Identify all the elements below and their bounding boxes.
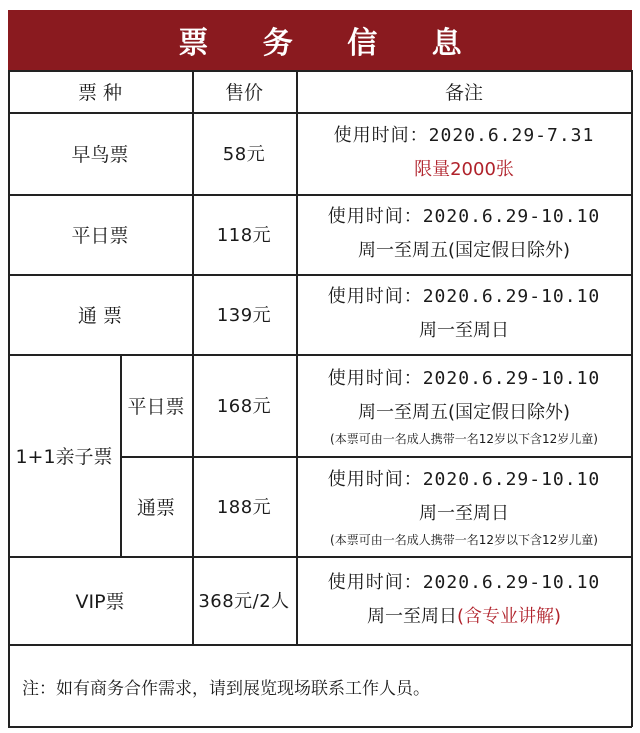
ticket-price-early: 58元 — [222, 144, 266, 165]
table-border-bottom — [8, 726, 632, 728]
usage-time: 使用时间：2020.6.29-10.10 — [327, 469, 601, 490]
row-divider — [8, 644, 632, 646]
limit-note: 限量2000张 — [414, 159, 514, 180]
usage-time: 使用时间：2020.6.29-10.10 — [327, 368, 601, 389]
header-type: 票 种 — [77, 81, 123, 104]
ticket-note-weekday — [296, 194, 632, 274]
ticket-name-family: 1+1亲子票 — [15, 445, 113, 468]
ticket-price-weekday: 118元 — [216, 225, 272, 246]
valid-days-text: 周一至周日 — [366, 606, 457, 627]
usage-time: 使用时间：2020.6.29-10.10 — [327, 572, 601, 593]
ticket-note-general — [296, 274, 632, 354]
ticket-note-family-weekday — [296, 354, 632, 456]
family-remark: (本票可由一名成人携带一名12岁以下含12岁儿童) — [330, 432, 598, 446]
page-title: 票 务 信 息 — [178, 26, 484, 61]
ticket-name-vip: VIP票 — [75, 590, 125, 613]
ticket-name-general: 通 票 — [77, 304, 123, 327]
valid-days: 周一至周五(国定假日除外) — [357, 240, 571, 261]
family-remark: (本票可由一名成人携带一名12岁以下含12岁儿童) — [330, 533, 598, 547]
ticket-price-general: 139元 — [216, 305, 272, 326]
ticket-note-family-general — [296, 456, 632, 556]
ticket-note-early — [296, 112, 632, 194]
ticket-name-family-weekday: 平日票 — [127, 395, 185, 418]
valid-days: 周一至周日 — [419, 503, 509, 524]
valid-days: 周一至周日 — [419, 320, 509, 341]
ticket-name-family-general: 通票 — [136, 496, 175, 519]
guide-note: (含专业讲解) — [456, 606, 562, 627]
ticket-price-vip: 368元/2人 — [198, 591, 290, 612]
page-title-banner — [8, 10, 632, 70]
usage-time: 使用时间：2020.6.29-10.10 — [327, 286, 601, 307]
ticket-note-vip — [296, 556, 632, 644]
ticket-name-early: 早鸟票 — [71, 143, 129, 166]
ticket-name-weekday: 平日票 — [71, 224, 129, 247]
valid-days — [367, 600, 561, 634]
usage-time: 使用时间：2020.6.29-10.10 — [327, 206, 601, 227]
valid-days: 周一至周五(国定假日除外) — [357, 402, 571, 423]
header-note: 备注 — [444, 81, 483, 104]
header-price: 售价 — [224, 81, 263, 104]
footnote: 注：如有商务合作需求，请到展览现场联系工作人员。 — [22, 679, 430, 699]
usage-time: 使用时间：2020.6.29-7.31 — [333, 125, 595, 146]
ticket-price-family-general: 188元 — [216, 497, 272, 518]
ticket-price-family-weekday: 168元 — [216, 396, 272, 417]
